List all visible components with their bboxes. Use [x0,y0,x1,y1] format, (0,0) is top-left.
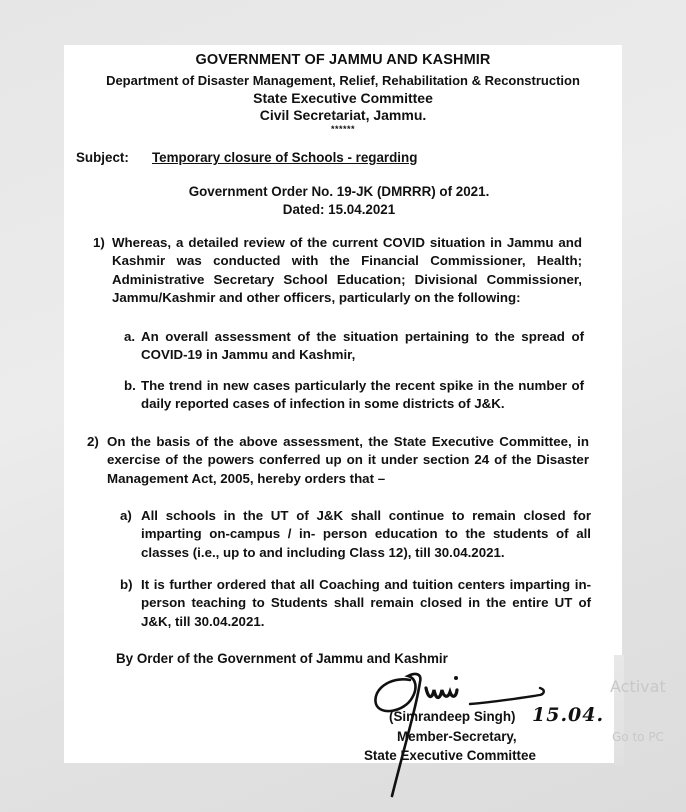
handwritten-date: 15.04. [532,704,605,726]
item-2b [141,576,591,631]
paragraph-1 [112,234,582,307]
location-heading: Civil Secretariat, Jammu. [259,107,427,123]
item-line: imparting on-campus / in- person education to the students of all [141,526,591,542]
item-line: classes (i.e., up to and including Class 12), till 30.04.2021. [141,544,505,560]
signatory-name: (Simrandeep Singh) [389,709,516,724]
activation-watermark-line1: Activat [610,677,666,696]
signature-dot [454,676,458,680]
page-edge-shadow [614,655,624,765]
signatory-body: State Executive Committee [364,748,536,763]
item-2a-marker: a) [120,508,132,523]
activation-watermark-line2: Go to PC [612,730,664,744]
by-order-line: By Order of the Government of Jammu and Kashmir [116,651,448,666]
order-number: Government Order No. 19-JK (DMRRR) of 2021. [188,184,490,199]
item-1a [141,328,584,365]
committee-heading: State Executive Committee [253,90,433,106]
order-date: Dated: 15.04.2021 [282,202,396,217]
item-line: daily reported cases of infection in some districts of J&K. [141,396,505,412]
paragraph-line: Whereas, a detailed review of the current COVID situation in Jammu and [112,235,582,250]
item-1b [141,377,584,414]
item-line: An overall assessment of the situation pertaining to the spread of [141,329,584,344]
paragraph-1-marker: 1) [93,235,105,250]
department-heading: Department of Disaster Management, Relief, Rehabilitation & Reconstruction [106,73,580,88]
item-line: COVID-19 in Jammu and Kashmir, [141,347,356,363]
subject-label: Subject: [76,150,129,165]
government-heading: GOVERNMENT OF JAMMU AND KASHMIR [195,52,491,68]
signatory-title: Member-Secretary, [397,729,517,744]
signature-underline [470,688,544,704]
item-line: J&K, till 30.04.2021. [141,613,265,629]
signature-initials [426,688,457,698]
paragraph-line: exercise of the powers conferred up on it under section 24 of the Disaster [107,452,589,468]
paragraph-line: On the basis of the above assessment, the State Executive Committee, in [107,434,589,449]
paragraph-line: Administrative Secretary School Education; Divisional Commissioner, [112,271,582,287]
item-2b-marker: b) [120,577,133,592]
item-line: It is further ordered that all Coaching and tuition centers imparting in- [141,577,591,592]
paragraph-line: Management Act, 2005, hereby orders that – [107,470,386,486]
item-2a [141,507,591,562]
item-1b-marker: b. [124,378,136,393]
paragraph-2-marker: 2) [87,434,99,449]
item-line: person teaching to Students shall remain closed in the entire UT of [141,595,591,611]
item-line: The trend in new cases particularly the recent spike in the number of [141,378,584,393]
paragraph-line: Kashmir was conducted with the Financial Commissioner, Health; [112,253,582,269]
item-line: All schools in the UT of J&K shall continue to remain closed for [141,508,591,523]
header-separator: ****** [330,124,355,134]
subject-value: Temporary closure of Schools - regarding [152,150,418,165]
paragraph-2 [107,433,589,488]
paragraph-line: Jammu/Kashmir and other officers, particularly on the following: [112,289,521,305]
item-1a-marker: a. [124,329,136,344]
